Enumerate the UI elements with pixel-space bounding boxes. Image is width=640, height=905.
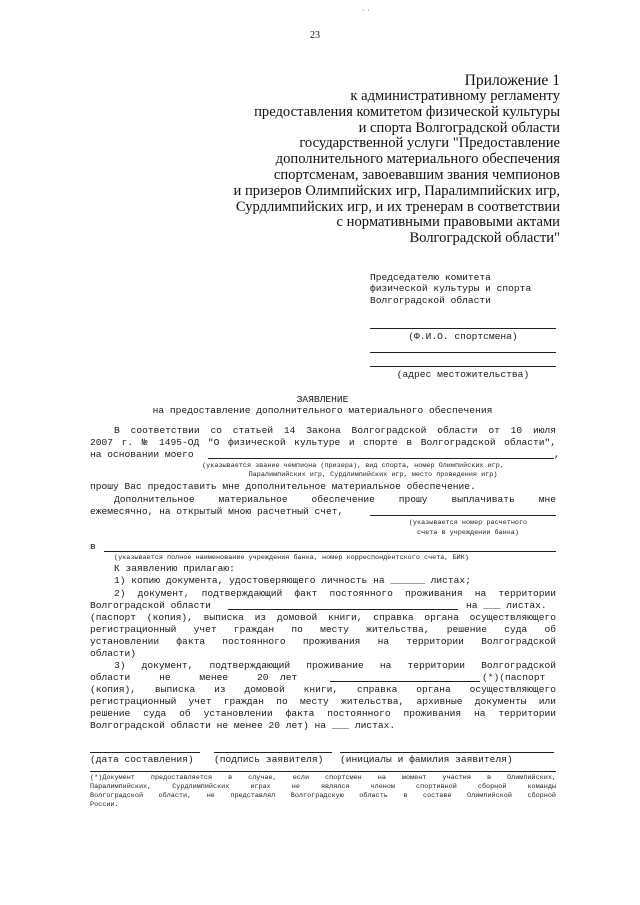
- title-field-line[interactable]: [208, 458, 554, 459]
- appendix-line: государственной услуги "Предоставление: [299, 135, 560, 152]
- p2-line: ежемесячно, на открытый мною расчетный счет,: [90, 506, 344, 517]
- signature-caption: (подпись заявителя): [214, 754, 324, 765]
- date-caption: (дата составления): [90, 754, 194, 765]
- address-line-2: [370, 366, 556, 367]
- appendix-line: к административному регламенту: [350, 88, 560, 104]
- fio-caption: (Ф.И.О. спортсмена): [408, 331, 518, 342]
- p1-line: на основании моего: [90, 449, 194, 460]
- document-subtitle: на предоставление дополнительного материального обеспечения: [152, 405, 493, 416]
- addressee-block: [370, 272, 570, 306]
- attach-item-3: Волгоградской области не менее 20 лет) на ___ листах.: [90, 720, 396, 731]
- attach-item-3: 3) документ, подтверждающий проживание на территории Волгоградской: [114, 660, 556, 671]
- scan-marks: · ·: [362, 6, 370, 15]
- p1-comma: ,: [554, 449, 560, 460]
- appendix-line: Сурдлимпийских игр, и их тренерам в соответствии: [235, 198, 560, 215]
- address-caption: (адрес местожительства): [396, 369, 530, 380]
- appendix-line: дополнительного материального обеспечения: [275, 151, 560, 168]
- attach-item-2: области): [90, 648, 137, 659]
- attach-item-2: регистрационный учет граждан по месту жительства, решение суда об: [90, 624, 556, 635]
- attach-item-2: (паспорт (копия), выписка из домовой книги, справка органа осуществляющего: [90, 612, 556, 623]
- attach-item-2: Волгоградской области: [90, 600, 211, 611]
- addressee-line: физической культуры и спорта: [370, 283, 532, 295]
- initials-caption: (инициалы и фамилия заявителя): [340, 754, 513, 765]
- p2-line: в: [90, 541, 96, 552]
- residence-field-line[interactable]: [228, 609, 458, 610]
- attach-item-2: установлении факта постоянного проживания на территории Волгоградской: [90, 636, 556, 647]
- attach-item-1: 1) копию документа, удостоверяющего личность на ______ листах;: [114, 575, 471, 586]
- attach-item-3: (*)(паспорт: [482, 672, 546, 683]
- footnote-line: Волгоградской области, не представлял Волгоградскую область в составе Олимпийской сборной: [90, 792, 556, 800]
- attach-item-3: регистрационный учет граждан по месту жительства, архивные документы или: [90, 696, 556, 707]
- initials-line[interactable]: [340, 752, 554, 753]
- appendix-line: предоставления комитетом физической культуры: [254, 103, 560, 120]
- bank-field-line[interactable]: [104, 551, 556, 552]
- footnote-line: (*)Документ предоставляется в случае, если спортсмен на момент участия в Олимпийских,: [90, 774, 556, 782]
- attach-item-2: на ___ листах.: [466, 600, 547, 611]
- p2-line: Дополнительное материальное обеспечение прошу выплачивать мне: [114, 494, 556, 505]
- p1-line: В соответствии со статьей 14 Закона Волгоградской области от 10 июля: [114, 425, 556, 436]
- footnote-line: России.: [90, 801, 119, 809]
- attach-item-3: решение суда об установлении факта постоянного проживания на территории: [90, 708, 556, 719]
- attach-item-2: 2) документ, подтверждающий факт постоянного проживания на территории: [114, 588, 556, 599]
- p1-line: прошу Вас предоставить мне дополнительное материальное обеспечение.: [90, 481, 476, 492]
- footnote-line: Паралимпийских, Сурдлимпийских играх не являлся членом спортивной сборной команды: [90, 783, 556, 791]
- attach-item-3: области не менее 20 лет: [90, 672, 298, 683]
- appendix-line: и призеров Олимпийских игр, Паралимпийских игр,: [233, 182, 560, 199]
- appendix-line: и спорта Волгоградской области: [358, 119, 560, 136]
- caption-bank: (указывается полное наименование учреждения банка, номер корреспондентского счета, БИК): [114, 554, 469, 562]
- attach-intro: К заявлению прилагаю:: [114, 563, 235, 574]
- p1-line: 2007 г. № 1495-ОД "О физической культуре и спорте в Волгоградской области",: [90, 437, 556, 448]
- account-field-line[interactable]: [370, 515, 556, 516]
- appendix-header: [180, 72, 560, 247]
- page-number: 23: [310, 30, 320, 41]
- caption-account: (указывается номер расчетного: [408, 519, 528, 527]
- caption-account: счета в учреждении банка): [417, 529, 519, 537]
- appendix-line: Волгоградской области": [409, 230, 560, 247]
- appendix-line: с нормативными правовыми актами: [336, 214, 560, 231]
- years-field-line[interactable]: [330, 681, 480, 682]
- addressee-line: Председателю комитета: [370, 272, 491, 283]
- fio-line: [370, 328, 556, 329]
- date-line[interactable]: [90, 752, 200, 753]
- appendix-line: спортсменам, завоевавшим звания чемпионов: [273, 166, 560, 183]
- document-title: ЗАЯВЛЕНИЕ: [296, 394, 349, 405]
- signature-line[interactable]: [214, 752, 332, 753]
- appendix-line: Приложение 1: [464, 72, 560, 89]
- address-line-1: [370, 352, 556, 353]
- footnote-separator: [90, 771, 556, 772]
- addressee-line: Волгоградской области: [370, 294, 491, 306]
- attach-item-3: (копия), выписка из домовой книги, справка органа осуществляющего: [90, 684, 556, 695]
- caption-title: Паралимпийских игр, Сурдлимпийских игр, место проведения игр): [248, 471, 498, 479]
- caption-title: (указывается звание чемпиона (призера), вид спорта, номер Олимпийских игр,: [202, 462, 504, 470]
